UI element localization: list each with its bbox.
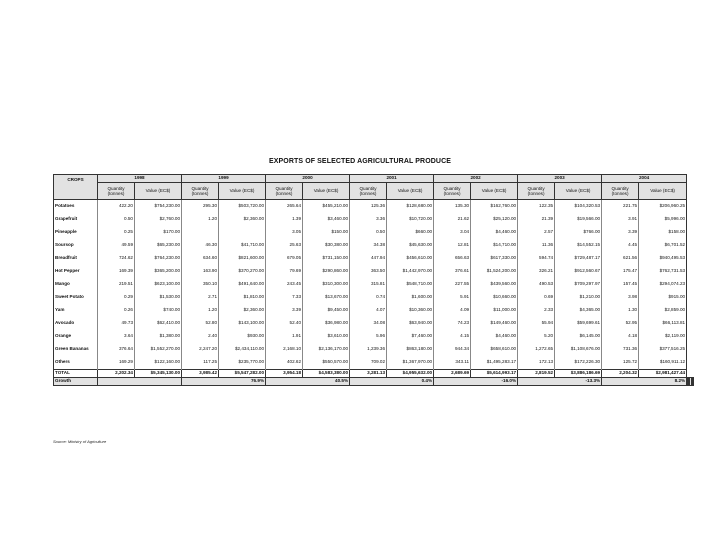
crop-name: Green Bananas [54,343,98,356]
quantity-cell: 227.55 [434,278,471,291]
value-cell: $1,524,200.00 [471,265,518,278]
table-row [54,291,694,304]
quantity-header: Quantity (tonnes) [518,183,555,200]
quantity-cell: 11.36 [518,239,555,252]
quantity-cell: 49.59 [98,239,135,252]
value-cell: $36,980.00 [303,317,350,330]
growth-cell: -13.3% [518,378,602,386]
value-cell [219,226,266,239]
quantity-header: Quantity (tonnes) [434,183,471,200]
value-header: Value (EC$) [471,183,518,200]
quantity-cell: 2,247.20 [182,343,219,356]
year-header: 1998 [98,175,182,183]
value-cell: $766.00 [555,226,602,239]
growth-row [54,378,694,386]
quantity-cell: 3.36 [350,213,387,226]
value-cell: $143,100.00 [219,317,266,330]
value-cell: $41,710.00 [219,239,266,252]
source-note: Source: Ministry of Agriculture [53,439,107,444]
value-cell: $10,660.00 [471,291,518,304]
column-header-row [54,183,694,200]
quantity-cell: 169.39 [98,265,135,278]
exports-table [53,174,694,386]
value-cell: $170.00 [135,226,182,239]
quantity-cell: 219.51 [98,278,135,291]
crop-name: Mango [54,278,98,291]
quantity-cell: 679.05 [266,252,303,265]
total-cell: $3,886,186.69 [555,370,602,378]
value-cell: $1,530.00 [135,291,182,304]
total-label: TOTAL [54,370,98,378]
quantity-cell: 55.94 [518,317,555,330]
quantity-header: Quantity (tonnes) [98,183,135,200]
value-cell: $915.00 [639,291,687,304]
year-header: 2004 [602,175,687,183]
value-cell: $3,610.00 [303,330,350,343]
value-cell: $1,810.00 [219,291,266,304]
quantity-cell: 34.38 [350,239,387,252]
total-cell: 3,985.42 [182,370,219,378]
value-cell: $3,460.00 [303,213,350,226]
quantity-cell: 4.15 [434,330,471,343]
quantity-cell: 402.62 [266,356,303,370]
value-cell: $658,610.00 [471,343,518,356]
crop-name: Avocado [54,317,98,330]
quantity-cell: 243.45 [266,278,303,291]
value-cell: $10,360.00 [387,304,434,317]
quantity-cell: 944.34 [434,343,471,356]
total-cell: $5,345,130.00 [135,370,182,378]
total-cell: 3,954.18 [266,370,303,378]
quantity-cell: 343.11 [434,356,471,370]
value-header: Value (EC$) [387,183,434,200]
quantity-cell: 21.62 [434,213,471,226]
value-cell: $122,160.00 [135,356,182,370]
value-cell: $128,680.00 [387,200,434,214]
value-header: Value (EC$) [555,183,602,200]
value-cell: $821,600.00 [219,252,266,265]
quantity-cell: 135.30 [434,200,471,214]
total-cell: $5,614,993.17 [471,370,518,378]
value-cell: $104,320.53 [555,200,602,214]
quantity-cell: 1.91 [266,330,303,343]
quantity-cell: 295.30 [182,200,219,214]
value-cell: $4,460.00 [471,226,518,239]
quantity-cell: 3.39 [602,226,639,239]
value-header: Value (EC$) [219,183,266,200]
value-cell: $863,180.00 [387,343,434,356]
quantity-cell: 7.33 [266,291,303,304]
value-cell: $2,859.00 [639,304,687,317]
quantity-cell: 376.61 [434,265,471,278]
value-cell: $940,495.53 [639,252,687,265]
value-cell: $2,760.00 [135,213,182,226]
value-cell: $930.00 [219,330,266,343]
quantity-header: Quantity (tonnes) [266,183,303,200]
value-cell: $4,460.00 [471,330,518,343]
table-header [54,175,694,200]
value-cell: $62,410.00 [135,317,182,330]
growth-cell [692,378,693,386]
value-cell: $59,699.61 [555,317,602,330]
value-cell: $4,365.00 [555,304,602,317]
value-cell: $5,996.00 [639,213,687,226]
value-cell: $491,640.00 [219,278,266,291]
quantity-cell: 125.72 [602,356,639,370]
value-cell: $731,150.00 [303,252,350,265]
value-cell: $6,701.52 [639,239,687,252]
table-row [54,226,694,239]
quantity-cell: 221.75 [602,200,639,214]
value-cell: $150.00 [303,226,350,239]
quantity-cell: 5.96 [350,330,387,343]
value-cell: $2,360.00 [219,213,266,226]
quantity-cell: 4.07 [350,304,387,317]
value-cell: $370,270.00 [219,265,266,278]
quantity-cell: 52.80 [182,317,219,330]
total-cell: 2,819.52 [518,370,555,378]
quantity-cell: 169.29 [98,356,135,370]
quantity-cell: 724.62 [98,252,135,265]
value-header: Value (EC$) [303,183,350,200]
quantity-cell: 447.94 [350,252,387,265]
quantity-cell: 4.18 [602,330,639,343]
quantity-cell: 117.25 [182,356,219,370]
quantity-cell: 0.25 [98,226,135,239]
quantity-cell: 422.20 [98,200,135,214]
quantity-cell: 175.47 [602,265,639,278]
value-cell: $1,495,283.17 [471,356,518,370]
total-row [54,370,694,378]
crop-name: Hot Pepper [54,265,98,278]
quantity-cell: 3.39 [266,304,303,317]
table-row [54,252,694,265]
quantity-cell: 634.60 [182,252,219,265]
value-cell: $162,760.00 [471,200,518,214]
value-cell: $623,100.00 [135,278,182,291]
value-cell: $2,119.00 [639,330,687,343]
quantity-cell: 0.26 [98,304,135,317]
quantity-cell: 5.20 [518,330,555,343]
quantity-header: Quantity (tonnes) [602,183,639,200]
value-cell: $740.00 [135,304,182,317]
total-cell: $4,955,632.00 [387,370,434,378]
value-cell: $2,434,110.00 [219,343,266,356]
table-row [54,317,694,330]
growth-cell: 76.9% [182,378,266,386]
quantity-cell: 350.10 [182,278,219,291]
quantity-cell: 4.09 [434,304,471,317]
crop-name: Others [54,356,98,370]
year-header-row [54,175,694,183]
quantity-cell: 621.56 [602,252,639,265]
quantity-cell: 2.40 [182,330,219,343]
value-cell: $1,367,970.00 [387,356,434,370]
total-cell: 3,281.13 [350,370,387,378]
table-row [54,330,694,343]
value-cell: $14,552.15 [555,239,602,252]
quantity-cell: 163.90 [182,265,219,278]
value-cell: $11,000.00 [471,304,518,317]
value-cell: $503,720.00 [219,200,266,214]
value-cell: $160,911.12 [639,356,687,370]
quantity-cell: 74.23 [434,317,471,330]
value-cell: $1,442,970.00 [387,265,434,278]
quantity-cell: 363.50 [350,265,387,278]
crops-header: CROPS [54,175,98,200]
table-title: EXPORTS OF SELECTED AGRICULTURAL PRODUCE [269,158,451,165]
quantity-cell: 376.64 [98,343,135,356]
value-cell: $455,210.00 [303,200,350,214]
total-cell: $5,547,282.00 [219,370,266,378]
quantity-cell: 3.04 [434,226,471,239]
value-cell: $548,710.00 [387,278,434,291]
growth-cell [98,378,182,386]
quantity-cell: 3.64 [98,330,135,343]
quantity-cell: 1.39 [266,213,303,226]
value-cell: $172,226.30 [555,356,602,370]
quantity-cell: 2.57 [518,226,555,239]
quantity-cell: 315.81 [350,278,387,291]
quantity-cell: 12.81 [434,239,471,252]
quantity-cell: 2,168.10 [266,343,303,356]
value-cell: $729,487.17 [555,252,602,265]
quantity-cell: 49.73 [98,317,135,330]
value-header: Value (EC$) [639,183,687,200]
value-cell: $158.00 [639,226,687,239]
value-cell: $2,136,170.00 [303,343,350,356]
quantity-cell: 0.50 [98,213,135,226]
value-cell: $13,670.00 [303,291,350,304]
quantity-cell: 1.20 [182,304,219,317]
quantity-cell: 4.45 [602,239,639,252]
value-cell: $206,960.25 [639,200,687,214]
value-cell: $6,145.00 [555,330,602,343]
crop-name: Soursop [54,239,98,252]
value-cell: $25,120.00 [471,213,518,226]
quantity-cell: 0.50 [350,226,387,239]
value-cell: $1,108,676.00 [555,343,602,356]
crop-name: Grapefruit [54,213,98,226]
quantity-cell: 731.36 [602,343,639,356]
quantity-cell: 0.69 [518,291,555,304]
quantity-cell: 594.74 [518,252,555,265]
table-body [54,200,694,370]
crop-name: Pineapple [54,226,98,239]
growth-cell: -16.0% [434,378,518,386]
crop-name: Potatoes [54,200,98,214]
table-row [54,213,694,226]
value-cell: $456,610.00 [387,252,434,265]
table-row [54,239,694,252]
year-header: 2000 [266,175,350,183]
quantity-cell: 1.30 [602,304,639,317]
quantity-cell: 5.91 [434,291,471,304]
crop-name: Orange [54,330,98,343]
year-header: 1999 [182,175,266,183]
value-cell: $2,360.00 [219,304,266,317]
total-cell: $4,583,380.00 [303,370,350,378]
quantity-cell: 157.45 [602,278,639,291]
value-cell: $9,450.00 [303,304,350,317]
quantity-cell: 0.74 [350,291,387,304]
value-cell: $550,570.00 [303,356,350,370]
quantity-cell: 3.98 [602,291,639,304]
value-cell: $1,210.00 [555,291,602,304]
table-footer [54,370,694,386]
value-cell: $764,230.00 [135,252,182,265]
value-cell: $762,731.53 [639,265,687,278]
value-header: Value (EC$) [135,183,182,200]
value-cell: $660.00 [387,226,434,239]
quantity-cell: 265.64 [266,200,303,214]
value-cell: $14,710.00 [471,239,518,252]
crop-name: Yam [54,304,98,317]
value-cell: $1,552,270.00 [135,343,182,356]
quantity-cell: 34.08 [350,317,387,330]
quantity-cell: 1,239.36 [350,343,387,356]
value-cell: $65,230.00 [135,239,182,252]
value-cell: $439,560.00 [471,278,518,291]
quantity-cell: 79.69 [266,265,303,278]
quantity-cell: 3.91 [602,213,639,226]
quantity-cell: 52.95 [602,317,639,330]
quantity-cell: 172.13 [518,356,555,370]
quantity-cell: 1,272.65 [518,343,555,356]
growth-cell: 40.5% [266,378,350,386]
growth-cell: 8.2% [602,378,687,386]
value-cell: $30,380.00 [303,239,350,252]
table-row [54,265,694,278]
quantity-cell: 1.20 [182,213,219,226]
table-row [54,304,694,317]
value-cell: $63,940.00 [387,317,434,330]
quantity-header: Quantity (tonnes) [350,183,387,200]
table-row [54,278,694,291]
value-cell: $45,630.00 [387,239,434,252]
value-cell: $7,460.00 [387,330,434,343]
crop-name: Sweet Potato [54,291,98,304]
quantity-cell: 2.33 [518,304,555,317]
quantity-cell: 0.29 [98,291,135,304]
quantity-cell: 46.30 [182,239,219,252]
quantity-header: Quantity (tonnes) [182,183,219,200]
quantity-cell: 25.63 [266,239,303,252]
value-cell: $10,720.00 [387,213,434,226]
value-cell: $149,460.00 [471,317,518,330]
total-cell: 2,202.34 [98,370,135,378]
value-cell: $377,516.25 [639,343,687,356]
quantity-cell: 21.39 [518,213,555,226]
value-cell: $294,074.23 [639,278,687,291]
quantity-cell: 656.63 [434,252,471,265]
total-cell: 2,204.32 [602,370,639,378]
value-cell: $310,300.00 [303,278,350,291]
quantity-cell: 122.35 [518,200,555,214]
growth-cell: 0.4% [350,378,434,386]
total-cell: 2,689.69 [434,370,471,378]
quantity-cell [182,226,219,239]
quantity-cell: 3.05 [266,226,303,239]
value-cell: $365,200.00 [135,265,182,278]
quantity-cell: 709.02 [350,356,387,370]
quantity-cell: 125.36 [350,200,387,214]
value-cell: $1,600.00 [387,291,434,304]
table-row [54,343,694,356]
quantity-cell: 490.53 [518,278,555,291]
value-cell: $617,330.00 [471,252,518,265]
value-cell: $19,566.00 [555,213,602,226]
value-cell: $290,860.00 [303,265,350,278]
crop-name: Breadfruit [54,252,98,265]
year-header: 2001 [350,175,434,183]
value-cell: $754,230.00 [135,200,182,214]
quantity-cell: 2.71 [182,291,219,304]
value-cell: $709,297.97 [555,278,602,291]
total-cell: $2,981,427.44 [639,370,687,378]
quantity-cell: 326.21 [518,265,555,278]
table-row [54,356,694,370]
growth-label: Growth [54,378,98,386]
year-header: 2003 [518,175,602,183]
table-row [54,200,694,214]
value-cell: $235,770.00 [219,356,266,370]
value-cell: $66,113.81 [639,317,687,330]
year-header: 2002 [434,175,518,183]
quantity-cell: 52.40 [266,317,303,330]
value-cell: $1,380.00 [135,330,182,343]
value-cell: $912,560.67 [555,265,602,278]
